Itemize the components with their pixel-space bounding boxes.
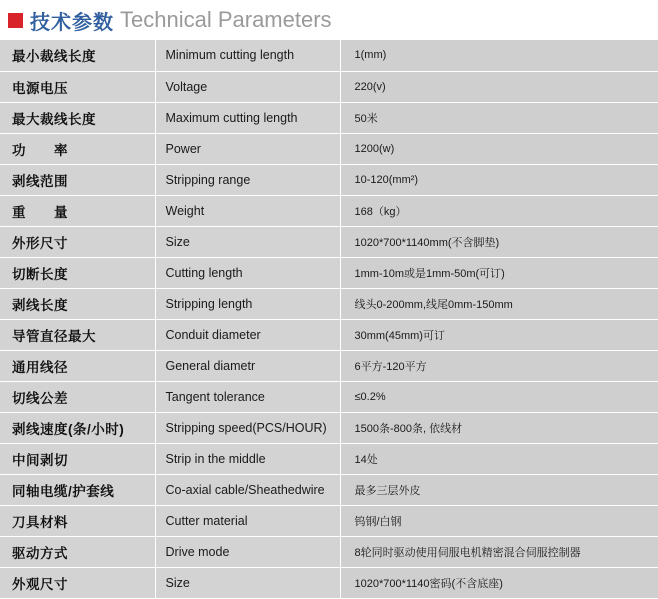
parameter-value: 最多三层外皮 xyxy=(340,474,658,505)
parameter-name-english: Conduit diameter xyxy=(155,319,340,350)
page-header xyxy=(0,0,658,40)
parameter-name-english: Size xyxy=(155,567,340,598)
parameter-name-english: Stripping range xyxy=(155,164,340,195)
table-row xyxy=(0,133,658,164)
parameter-name-chinese: 外形尺寸 xyxy=(0,226,155,257)
parameter-value: ≤0.2% xyxy=(340,381,658,412)
parameter-name-chinese: 切线公差 xyxy=(0,381,155,412)
table-row xyxy=(0,505,658,536)
parameter-value: 14处 xyxy=(340,443,658,474)
parameter-name-english: Power xyxy=(155,133,340,164)
page-title-chinese: 技术参数 xyxy=(30,11,114,34)
parameter-value: 1020*700*1140mm(不含脚垫) xyxy=(340,226,658,257)
parameter-value: 30mm(45mm)可订 xyxy=(340,319,658,350)
parameter-value: 6平方-120平方 xyxy=(340,350,658,381)
parameter-name-english: Drive mode xyxy=(155,536,340,567)
parameter-name-chinese: 刀具材料 xyxy=(0,505,155,536)
parameter-name-chinese: 同轴电缆/护套线 xyxy=(0,474,155,505)
parameter-value: 线头0-200mm,线尾0mm-150mm xyxy=(340,288,658,319)
parameter-name-english: Stripping speed(PCS/HOUR) xyxy=(155,412,340,443)
table-row xyxy=(0,567,658,598)
parameter-name-chinese: 剥线速度(条/小时) xyxy=(0,412,155,443)
parameter-name-chinese: 最小裁线长度 xyxy=(0,40,155,71)
parameter-name-chinese: 导管直径最大 xyxy=(0,319,155,350)
parameter-name-chinese: 切断长度 xyxy=(0,257,155,288)
parameter-value: 168（kg） xyxy=(340,195,658,226)
table-row xyxy=(0,195,658,226)
parameter-name-chinese: 最大裁线长度 xyxy=(0,102,155,133)
red-square-marker-icon xyxy=(8,13,23,28)
table-row xyxy=(0,350,658,381)
parameter-name-english: Cutting length xyxy=(155,257,340,288)
table-row xyxy=(0,226,658,257)
parameter-name-chinese: 重 量 xyxy=(0,195,155,226)
parameter-name-chinese: 剥线范围 xyxy=(0,164,155,195)
parameter-name-english: Size xyxy=(155,226,340,257)
parameter-name-english: Co-axial cable/Sheathedwire xyxy=(155,474,340,505)
parameter-name-english: General diametr xyxy=(155,350,340,381)
table-row xyxy=(0,412,658,443)
table-row xyxy=(0,381,658,412)
parameter-value: 50米 xyxy=(340,102,658,133)
table-row xyxy=(0,102,658,133)
table-body xyxy=(0,40,658,598)
parameter-name-chinese: 外观尺寸 xyxy=(0,567,155,598)
parameter-value: 10-120(mm²) xyxy=(340,164,658,195)
parameter-name-chinese: 电源电压 xyxy=(0,71,155,102)
parameter-value: 1mm-10m或是1mm-50m(可订) xyxy=(340,257,658,288)
parameter-name-english: Strip in the middle xyxy=(155,443,340,474)
parameter-value: 1020*700*1140密码(不含底座) xyxy=(340,567,658,598)
parameter-name-chinese: 剥线长度 xyxy=(0,288,155,319)
parameter-name-english: Maximum cutting length xyxy=(155,102,340,133)
table-row xyxy=(0,474,658,505)
page-title-english: Technical Parameters xyxy=(120,7,332,32)
parameter-name-chinese: 中间剥切 xyxy=(0,443,155,474)
parameter-value: 8轮同时驱动使用伺服电机精密混合伺服控制器 xyxy=(340,536,658,567)
parameter-value: 1500条-800条, 依线材 xyxy=(340,412,658,443)
parameter-name-english: Stripping length xyxy=(155,288,340,319)
parameter-value: 1(mm) xyxy=(340,40,658,71)
parameter-value: 220(v) xyxy=(340,71,658,102)
table-row xyxy=(0,319,658,350)
parameter-name-chinese: 驱动方式 xyxy=(0,536,155,567)
table-row xyxy=(0,288,658,319)
table-row xyxy=(0,71,658,102)
parameter-name-chinese: 通用线径 xyxy=(0,350,155,381)
table-row xyxy=(0,257,658,288)
table-row xyxy=(0,40,658,71)
parameter-name-english: Minimum cutting length xyxy=(155,40,340,71)
parameter-value: 钨钢/白钢 xyxy=(340,505,658,536)
technical-parameters-table xyxy=(0,40,658,599)
table-row xyxy=(0,443,658,474)
parameter-name-english: Weight xyxy=(155,195,340,226)
parameter-name-english: Tangent tolerance xyxy=(155,381,340,412)
table-row xyxy=(0,536,658,567)
parameter-name-english: Voltage xyxy=(155,71,340,102)
table-row xyxy=(0,164,658,195)
parameter-name-chinese: 功 率 xyxy=(0,133,155,164)
parameter-value: 1200(w) xyxy=(340,133,658,164)
parameter-name-english: Cutter material xyxy=(155,505,340,536)
